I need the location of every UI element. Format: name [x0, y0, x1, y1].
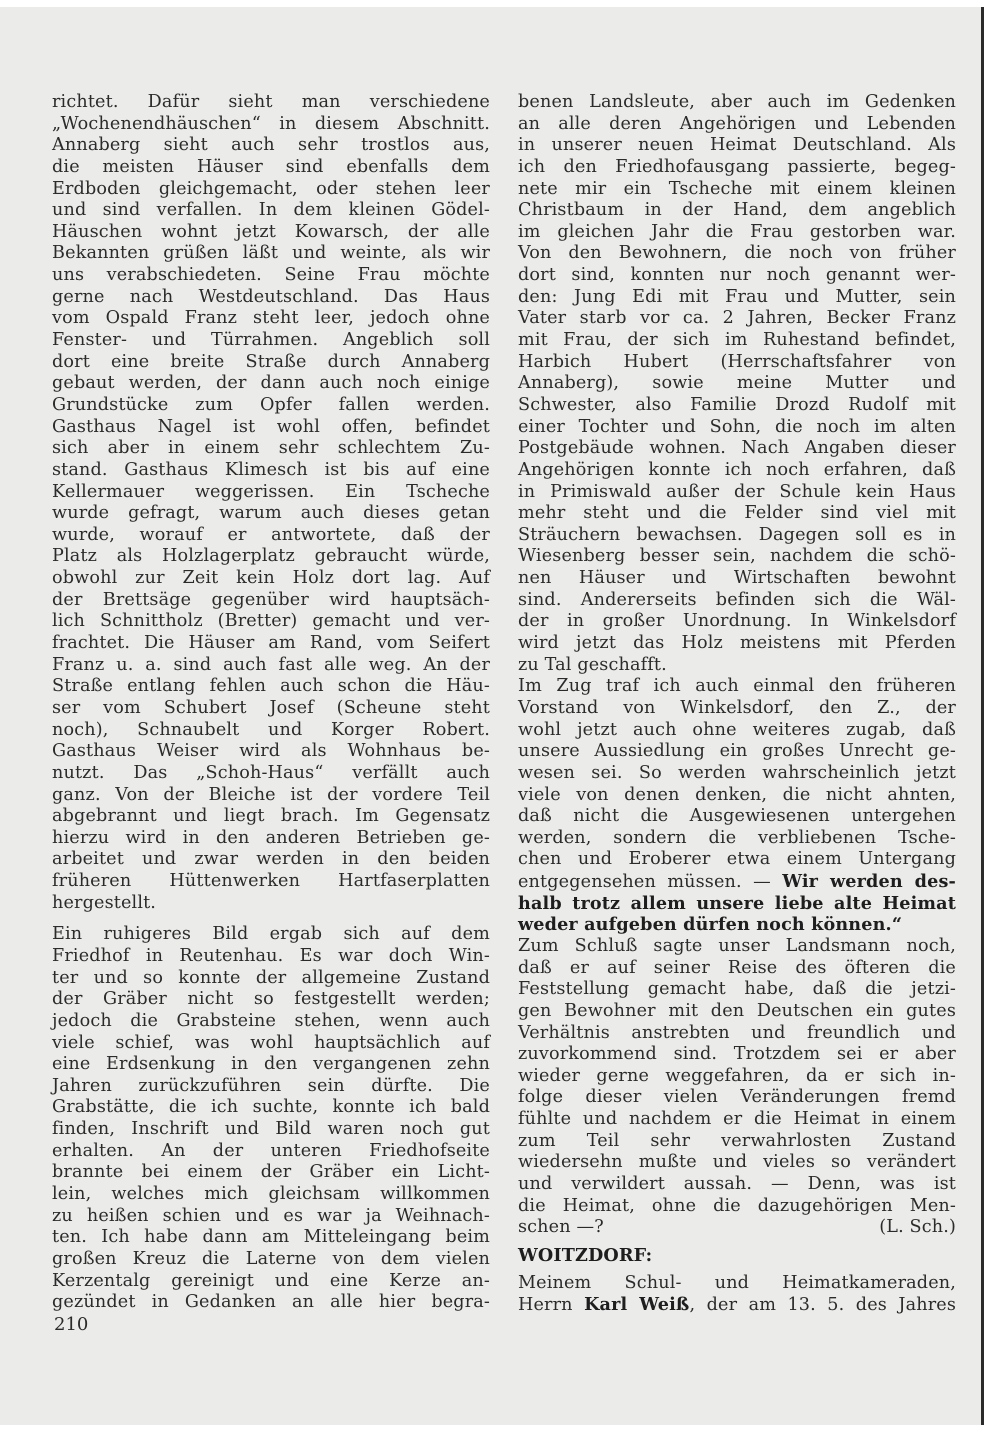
text-line: früheren Hüttenwerken Hartfaserplatten	[52, 871, 490, 892]
text-line: Sträuchern bewachsen. Dagegen soll es in	[518, 524, 956, 545]
text-line: den: Jung Edi mit Frau und Mutter, sein	[518, 286, 956, 307]
text-line: hergestellt.	[52, 892, 157, 913]
text-line: lich Schnittholz (Bretter) gemacht und ver-	[52, 611, 490, 632]
text-line: Von den Bewohnern, die noch von früher	[518, 243, 956, 264]
text-line: Im Zug traf ich auch einmal den früheren	[518, 676, 956, 697]
text-fragment: entgegensehen müssen. —	[518, 872, 783, 893]
text-line: ter und so konnte der allgemeine Zustand	[52, 967, 490, 988]
text-line: folge dieser vielen Veränderungen fremd	[518, 1087, 956, 1108]
text-line: uns verabschiedeten. Seine Frau möchte	[52, 265, 490, 286]
text-line: unsere Aussiedlung ein großes Unrecht ge-	[518, 741, 956, 762]
text-line: Fenster- und Türrahmen. Angeblich soll	[52, 330, 490, 351]
text-line: Annaberg sieht auch sehr trostlos aus,	[52, 135, 490, 156]
text-line: dort eine breite Straße durch Annaberg	[52, 351, 490, 372]
text-line: weder aufgeben dürfen noch können.“	[518, 914, 903, 936]
person-name: Karl Weiß	[584, 1294, 690, 1316]
right-paragraph-2	[518, 676, 956, 871]
text-line: an alle deren Angehörigen und Lebenden	[518, 113, 956, 134]
text-line: Meinem Schul- und Heimatkameraden,	[518, 1272, 956, 1293]
text-line: abgebrannt und liegt brach. Im Gegensatz	[52, 806, 490, 827]
text-line: Zum Schluß sagte unser Landsmann noch,	[518, 935, 956, 956]
text-fragment: , der am 13. 5. des Jahres	[689, 1295, 957, 1316]
text-line: ganz. Von der Bleiche ist der vordere Teil	[52, 784, 490, 805]
text-line: Christbaum in der Hand, dem angeblich	[518, 200, 956, 221]
text-line: arbeitet und zwar werden in den beiden	[52, 849, 490, 870]
text-line: wohl jetzt auch ohne weiteres zugab, daß	[518, 719, 956, 740]
right-paragraph-3	[518, 936, 956, 1217]
text-line: viele von denen denken, die nicht ahnten,	[518, 784, 956, 805]
text-line: im gleichen Jahr die Frau gestorben war.	[518, 221, 956, 242]
text-line: nutzt. Das „Schoh-Haus“ verfällt auch	[52, 762, 490, 783]
text-line: zum Teil sehr verwahrlosten Zustand	[518, 1130, 956, 1151]
text-line: werden, sondern die verbliebenen Tsche-	[518, 827, 956, 848]
text-line: wird jetzt das Holz meistens mit Pferden	[518, 633, 956, 654]
text-line: fühlte und nachdem er die Heimat in einem	[518, 1109, 956, 1130]
text-line: Gasthaus Nagel ist wohl offen, befindet	[52, 416, 490, 437]
paragraph-gap	[52, 914, 490, 924]
text-line: eine Erdsenkung in den vergangenen zehn	[52, 1054, 490, 1075]
text-line: nete mir ein Tscheche mit einem kleinen	[518, 178, 956, 199]
text-line: Annaberg), sowie meine Mutter und	[518, 373, 956, 394]
text-line: Harbich Hubert (Herrschaftsfahrer von	[518, 351, 956, 372]
text-line: Postgebäude wohnen. Nach Angaben dieser	[518, 438, 956, 459]
text-line: gerne nach Westdeutschland. Das Haus	[52, 286, 490, 307]
right-paragraph-1	[518, 92, 956, 676]
text-line: chen und Eroberer etwa einem Untergang	[518, 849, 956, 870]
text-line: Jahren zurückzuführen sein dürfte. Die	[52, 1075, 490, 1096]
text-line: Häuschen wohnt jetzt Kowarsch, der alle	[52, 221, 490, 242]
text-line: sich aber in einem sehr schlechtem Zu-	[52, 438, 490, 459]
text-line: Erdboden gleichgemacht, oder stehen leer	[52, 178, 490, 199]
text-line: sind. Andererseits befinden sich die Wäl-	[518, 589, 956, 610]
text-line: ser vom Schubert Josef (Scheune steht	[52, 697, 490, 718]
left-column	[52, 92, 490, 1314]
text-line: Platz als Holzlagerplatz gebraucht würde,	[52, 546, 490, 567]
text-line: mehr steht und die Felder sind viel mit	[518, 503, 956, 524]
text-line: der Gräber nicht so festgestellt werden;	[52, 989, 490, 1010]
text-line: Grundstücke zum Opfer fallen werden.	[52, 394, 490, 415]
text-line: brannte bei einem der Gräber ein Licht-	[52, 1162, 490, 1183]
text-line: die meisten Häuser sind ebenfalls dem	[52, 156, 490, 177]
text-line: erhalten. An der unteren Friedhofseite	[52, 1140, 490, 1161]
text-line: Kerzentalg gereinigt und eine Kerze an-	[52, 1270, 490, 1291]
text-line: Vater starb vor ca. 2 Jahren, Becker Franz	[518, 308, 956, 329]
text-line: gen Bewohner mit den Deutschen ein gutes	[518, 1000, 956, 1021]
text-line: Straße entlang fehlen auch schon die Häu-	[52, 676, 490, 697]
text-line	[518, 1294, 956, 1316]
text-line	[518, 871, 956, 893]
left-paragraph-1	[52, 92, 490, 914]
text-line: zu heißen schien und es war ja Weihnach-	[52, 1205, 490, 1226]
text-line: einer Tochter und Sohn, die noch im alten	[518, 416, 956, 437]
text-line: Schwester, also Familie Drozd Rudolf mit	[518, 394, 956, 415]
text-line: Vorstand von Winkelsdorf, den Z., der	[518, 697, 956, 718]
bold-quote-start: Wir werden des-	[782, 871, 956, 893]
text-line: gezündet in Gedanken an alle hier begra-	[52, 1292, 490, 1313]
text-line: Angehörigen konnte ich noch erfahren, daß	[518, 459, 956, 480]
text-line: vom Ospald Franz steht leer, jedoch ohne	[52, 308, 490, 329]
text-line: mit Frau, der sich im Ruhestand befindet,	[518, 330, 956, 351]
text-line: noch), Schnaubelt und Korger Robert.	[52, 719, 490, 740]
bold-quote	[518, 893, 956, 936]
text-line: der Brettsäge gegenüber wird hauptsäch-	[52, 589, 490, 610]
text-line: Kellermauer weggerissen. Ein Tscheche	[52, 481, 490, 502]
text-line: nen Häuser und Wirtschaften bewohnt	[518, 568, 956, 589]
text-line: zuvorkommend sind. Trotzdem sei er aber	[518, 1044, 956, 1065]
text-line: wurde, worauf er antwortete, daß der	[52, 524, 490, 545]
text-line: obwohl zur Zeit kein Holz dort lag. Auf	[52, 568, 490, 589]
page-number: 210	[54, 1314, 89, 1335]
text-line: in Primiswald außer der Schule kein Haus	[518, 481, 956, 502]
text-line: wesen sei. So werden wahrscheinlich jetzt	[518, 762, 956, 783]
author-signature: (L. Sch.)	[879, 1217, 956, 1238]
page-edge-border	[981, 7, 984, 1425]
text-line: Feststellung gemacht habe, daß die jetzi-	[518, 979, 956, 1000]
text-line: stand. Gasthaus Klimesch ist bis auf eine	[52, 459, 490, 480]
text-line: finden, Inschrift und Bild waren noch gut	[52, 1119, 490, 1140]
text-line: zu Tal geschafft.	[518, 654, 667, 675]
text-line: Verhältnis anstrebten und freundlich und	[518, 1022, 956, 1043]
section-heading: WOITZDORF:	[518, 1244, 653, 1266]
text-line: großen Kreuz die Laterne von dem vielen	[52, 1248, 490, 1269]
text-line: Franz u. a. sind auch fast alle weg. An der	[52, 654, 490, 675]
right-column	[518, 92, 956, 1316]
text-line: daß er auf seiner Reise des öfteren die	[518, 957, 956, 978]
left-paragraph-2	[52, 924, 490, 1314]
text-fragment: schen —?	[518, 1217, 604, 1238]
text-line: wiedersehn mußte und vieles so verändert	[518, 1152, 956, 1173]
text-line: Wiesenberg besser sein, nachdem die schö-	[518, 546, 956, 567]
text-line: daß nicht die Ausgewiesenen untergehen	[518, 806, 956, 827]
text-line: benen Landsleute, aber auch im Gedenken	[518, 92, 956, 112]
text-line: ten. Ich habe dann am Mitteleingang beim	[52, 1227, 490, 1248]
text-line: halb trotz allem unsere liebe alte Heimat	[518, 892, 956, 914]
text-line: und verwildert aussah. — Denn, was ist	[518, 1174, 956, 1195]
text-line: Grabstätte, die ich suchte, konnte ich bald	[52, 1097, 490, 1118]
closing-line	[518, 1217, 956, 1239]
text-fragment: Herrn	[518, 1295, 585, 1316]
text-line: dort sind, konnten nur noch genannt wer-	[518, 265, 956, 286]
text-line: ich den Friedhofausgang passierte, begeg-	[518, 156, 956, 177]
text-line: und sind verfallen. In dem kleinen Gödel-	[52, 200, 490, 221]
text-line: Friedhof in Reutenhau. Es war doch Win-	[52, 945, 490, 966]
text-line: richtet. Dafür sieht man verschiedene	[52, 92, 490, 112]
text-line: hierzu wird in den anderen Betrieben ge-	[52, 827, 490, 848]
text-line: Bekannten grüßen läßt und weinte, als wir	[52, 243, 490, 264]
text-line: lein, welches mich gleichsam willkommen	[52, 1184, 490, 1205]
text-line: „Wochenendhäuschen“ in diesem Abschnitt.	[52, 113, 490, 134]
text-line: Gasthaus Weiser wird als Wohnhaus be-	[52, 741, 490, 762]
text-line: in unserer neuen Heimat Deutschland. Als	[518, 135, 956, 156]
text-line: viele schief, was wohl hauptsächlich auf	[52, 1032, 490, 1053]
text-line: frachtet. Die Häuser am Rand, vom Seifert	[52, 633, 490, 654]
text-line: wurde gefragt, warum auch dieses getan	[52, 503, 490, 524]
text-line: gebaut werden, der dann auch noch einige	[52, 373, 490, 394]
text-line: der in großer Unordnung. In Winkelsdorf	[518, 611, 956, 632]
text-line: wieder gerne weggefahren, da er sich in-	[518, 1065, 956, 1086]
text-line: die Heimat, ohne die dazugehörigen Men-	[518, 1195, 956, 1216]
text-line: jedoch die Grabsteine stehen, wenn auch	[52, 1010, 490, 1031]
text-line: Ein ruhigeres Bild ergab sich auf dem	[52, 924, 490, 945]
